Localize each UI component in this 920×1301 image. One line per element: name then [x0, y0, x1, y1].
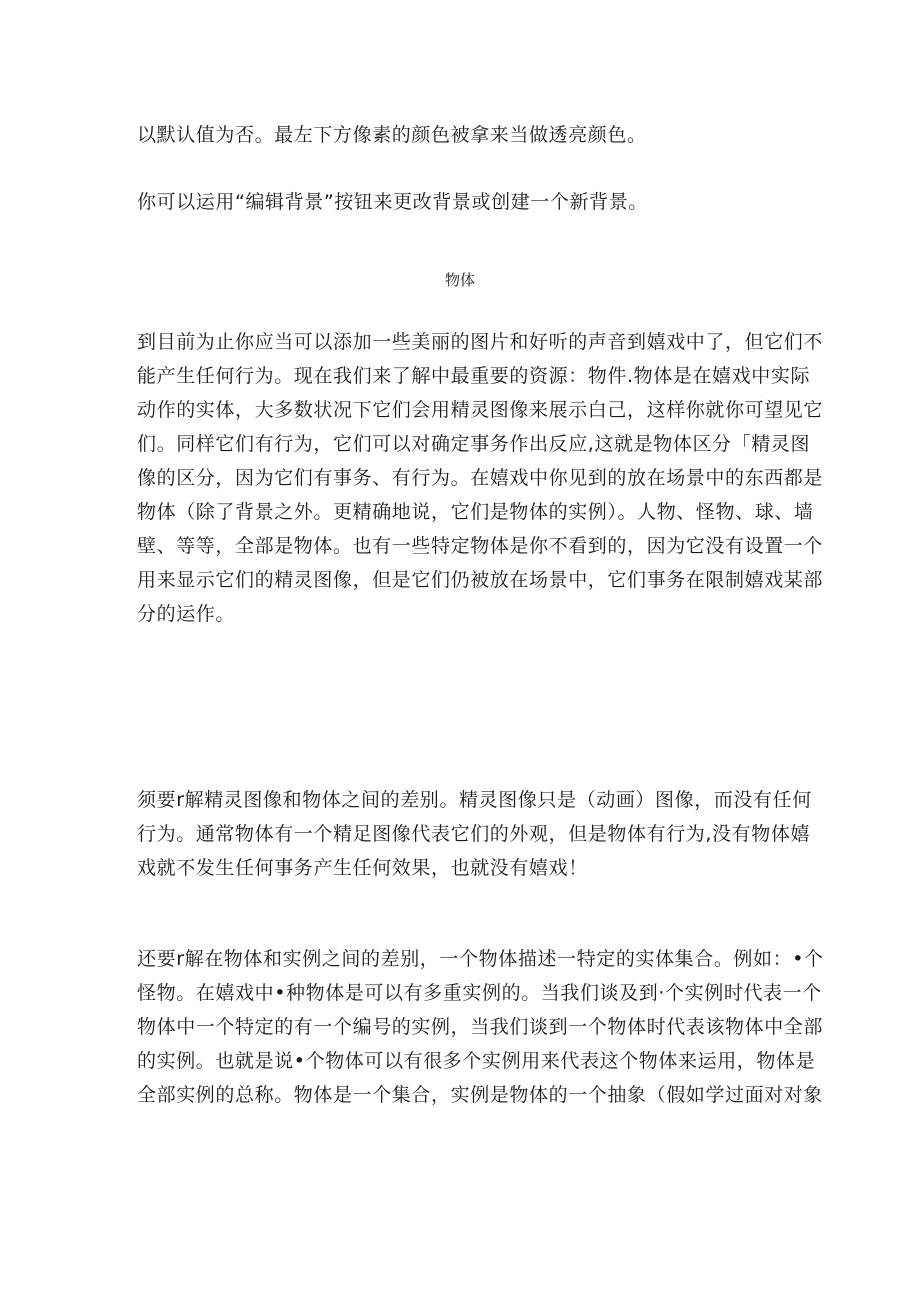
paragraph-object-vs-instance: [137, 942, 824, 1112]
paragraph-transparency-note: [137, 118, 787, 152]
text-line: 分的运作。: [137, 603, 236, 625]
section-heading: 物体: [444, 271, 475, 289]
text-line: 们。同样它们有行为，它们可以对确定事务作出反应,这就是物体区分「精灵图: [137, 433, 811, 455]
text-line: 能产生任何行为。现在我们来了解中最重要的资源：物件.物体是在嬉戏中实际: [137, 365, 811, 387]
text-line: 到目前为止你应当可以添加一些美丽的图片和好听的声音到嬉戏中了，但它们不: [137, 331, 824, 353]
text-line: 以默认值为否。最左下方像素的颜色被拿来当做透亮颜色。: [137, 124, 647, 146]
text-line: 壁、等等，全部是物体。也有一些特定物体是你不看到的，因为它没有设置一个: [137, 535, 824, 557]
text-line: 的实例。也就是说•个物体可以有很多个实例用来代表这个物体来运用，物体是: [137, 1050, 816, 1072]
text-line: 像的区分，因为它们有事务、有行为。在嬉戏中你见到的放在场景中的东西都是: [137, 467, 824, 489]
paragraph-sprite-vs-object: [137, 783, 812, 885]
text-line: 怪物。在嬉戏中•种物体是可以有多重实例的。当我们谈及到·个实例时代表一个: [137, 982, 822, 1004]
text-line: 行为。通常物体有一个精足图像代表它们的外观，但是物体有行为,没有物体嬉: [137, 823, 811, 845]
paragraph-edit-background: [137, 185, 787, 219]
text-line: 全部实例的总称。物体是一个集合，实例是物体的一个抽象（假如学过面对对象: [137, 1084, 824, 1106]
text-line: 用来显示它们的精灵图像，但是它们仍被放在场景中，它们事务在限制嬉戏某部: [137, 569, 824, 591]
text-line: 动作的实体，大多数状况下它们会用精灵图像来展示白己，这样你就你可望见它: [137, 399, 824, 421]
paragraph-objects-intro: [137, 325, 824, 631]
text-line: 物体（除了背景之外。更精确地说，它们是物体的实例）。人物、怪物、球、墙: [137, 501, 814, 523]
text-line: 戏就不发生任何事务产生任何效果，也就没有嬉戏！: [137, 857, 588, 879]
text-line: 须要r解精灵图像和物体之间的差别。精灵图像只是（动画）图像，而没有任何: [137, 789, 812, 811]
text-line: 物体中一个特定的有一个编号的实例，当我们谈到一个物体时代表该物体中全部: [137, 1016, 824, 1038]
text-line: 还要r解在物体和实例之间的差别，一个物体描述一特定的实体集合。例如：•个: [137, 948, 824, 970]
text-line: 你可以运用“编辑背景”按钮来更改背景或创建一个新背景。: [137, 191, 648, 213]
